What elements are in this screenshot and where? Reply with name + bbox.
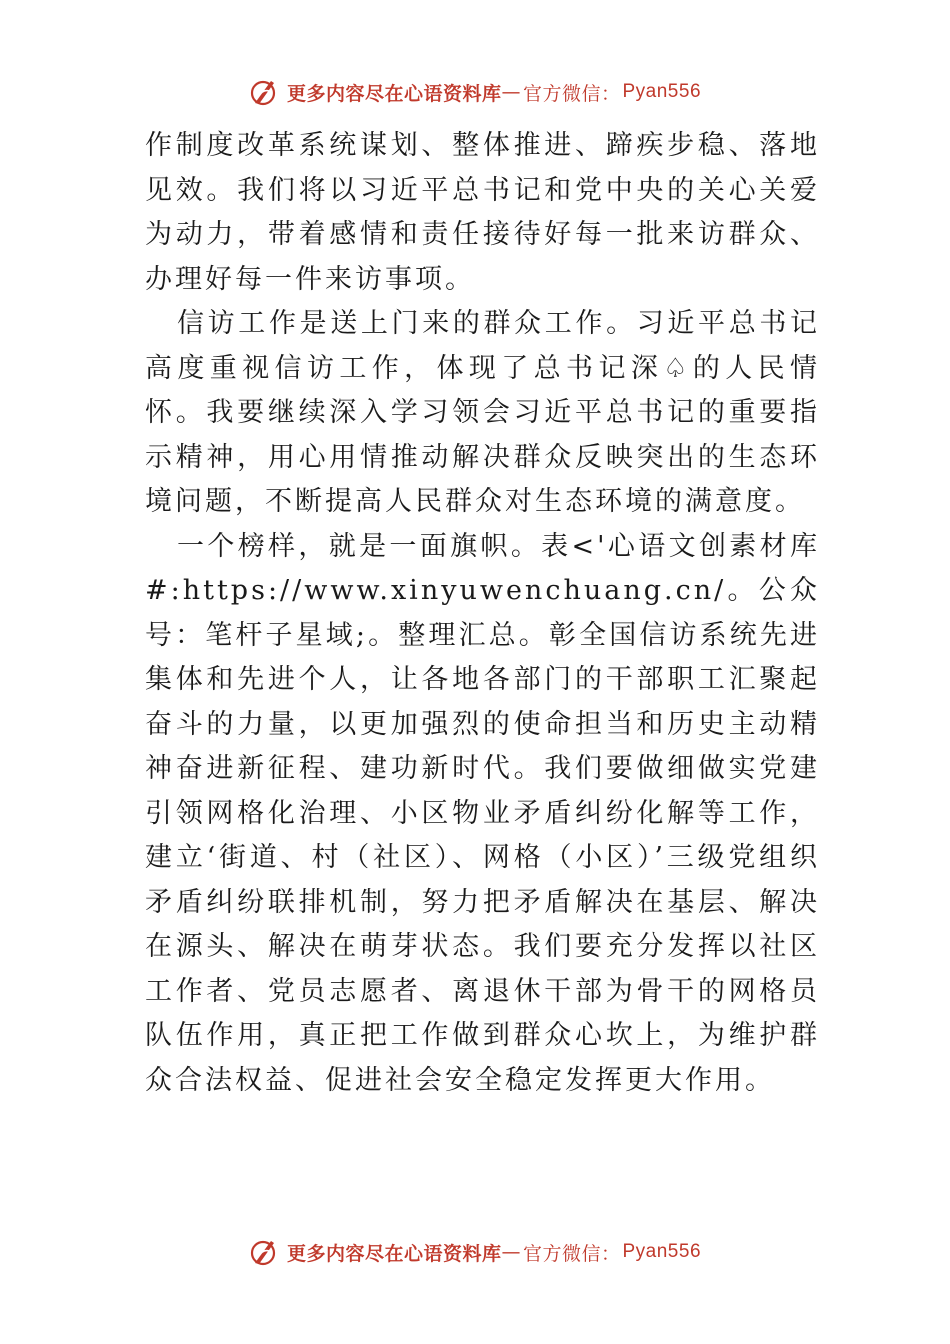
document-body — [145, 124, 820, 1103]
pen-circle-logo-icon — [249, 77, 279, 107]
banner-dash: — — [501, 81, 521, 103]
footer-banner — [0, 1234, 950, 1270]
paragraph-3: 一个榜样，就是一面旗帜。表<'心语文创素材库#:https://www.xinyuwenchuang.cn/。公众号：笔杆子星域;。整理汇总。彰全国信访系统先进集体和先进个人，让各地各部门的干部职工汇聚起奋斗的力量，以更加强烈的使命担当和历史主动精神奋进新征程、建功新时代。我们要做细做实党建引领网格化治理、小区物业矛盾纠纷化解等工作，建立‘街道、村（社区）、网格（小区）’三级党组织矛盾纠纷联排机制，努力把矛盾解决在基层、解决在源头、解决在萌芽状态。我们要充分发挥以社区工作者、党员志愿者、离退休干部为骨干的网格员队伍作用，真正把工作做到群众心坎上，为维护群众合法权益、促进社会安全稳定发挥更大作用。 — [145, 530, 820, 1096]
banner-title: 更多内容尽在心语资料库 — [286, 1242, 502, 1265]
banner-wechat-id: Pyan556 — [622, 81, 702, 102]
banner-wechat-label: 官方微信： — [522, 1242, 621, 1265]
paragraph-1: 作制度改革系统谋划、整体推进、蹄疾步稳、落地见效。我们将以习近平总书记和党中央的关心关爱为动力，带着感情和责任接待好每一批来访群众、办理好每一件来访事项。 — [145, 130, 820, 295]
header-banner — [0, 74, 950, 110]
paragraph-2: 信访工作是送上门来的群众工作。习近平总书记高度重视信访工作，体现了总书记深♤的人民情怀。我要继续深入学习领会习近平总书记的重要指示精神，用心用情推动解决群众反映突出的生态环境问题，不断提高人民群众对生态环境的满意度。 — [145, 308, 820, 517]
pen-circle-logo-icon — [249, 1237, 279, 1267]
banner-title: 更多内容尽在心语资料库 — [286, 82, 502, 105]
banner-wechat-label: 官方微信： — [522, 82, 621, 105]
banner-dash: — — [501, 1241, 521, 1263]
banner-wechat-id: Pyan556 — [622, 1241, 702, 1262]
